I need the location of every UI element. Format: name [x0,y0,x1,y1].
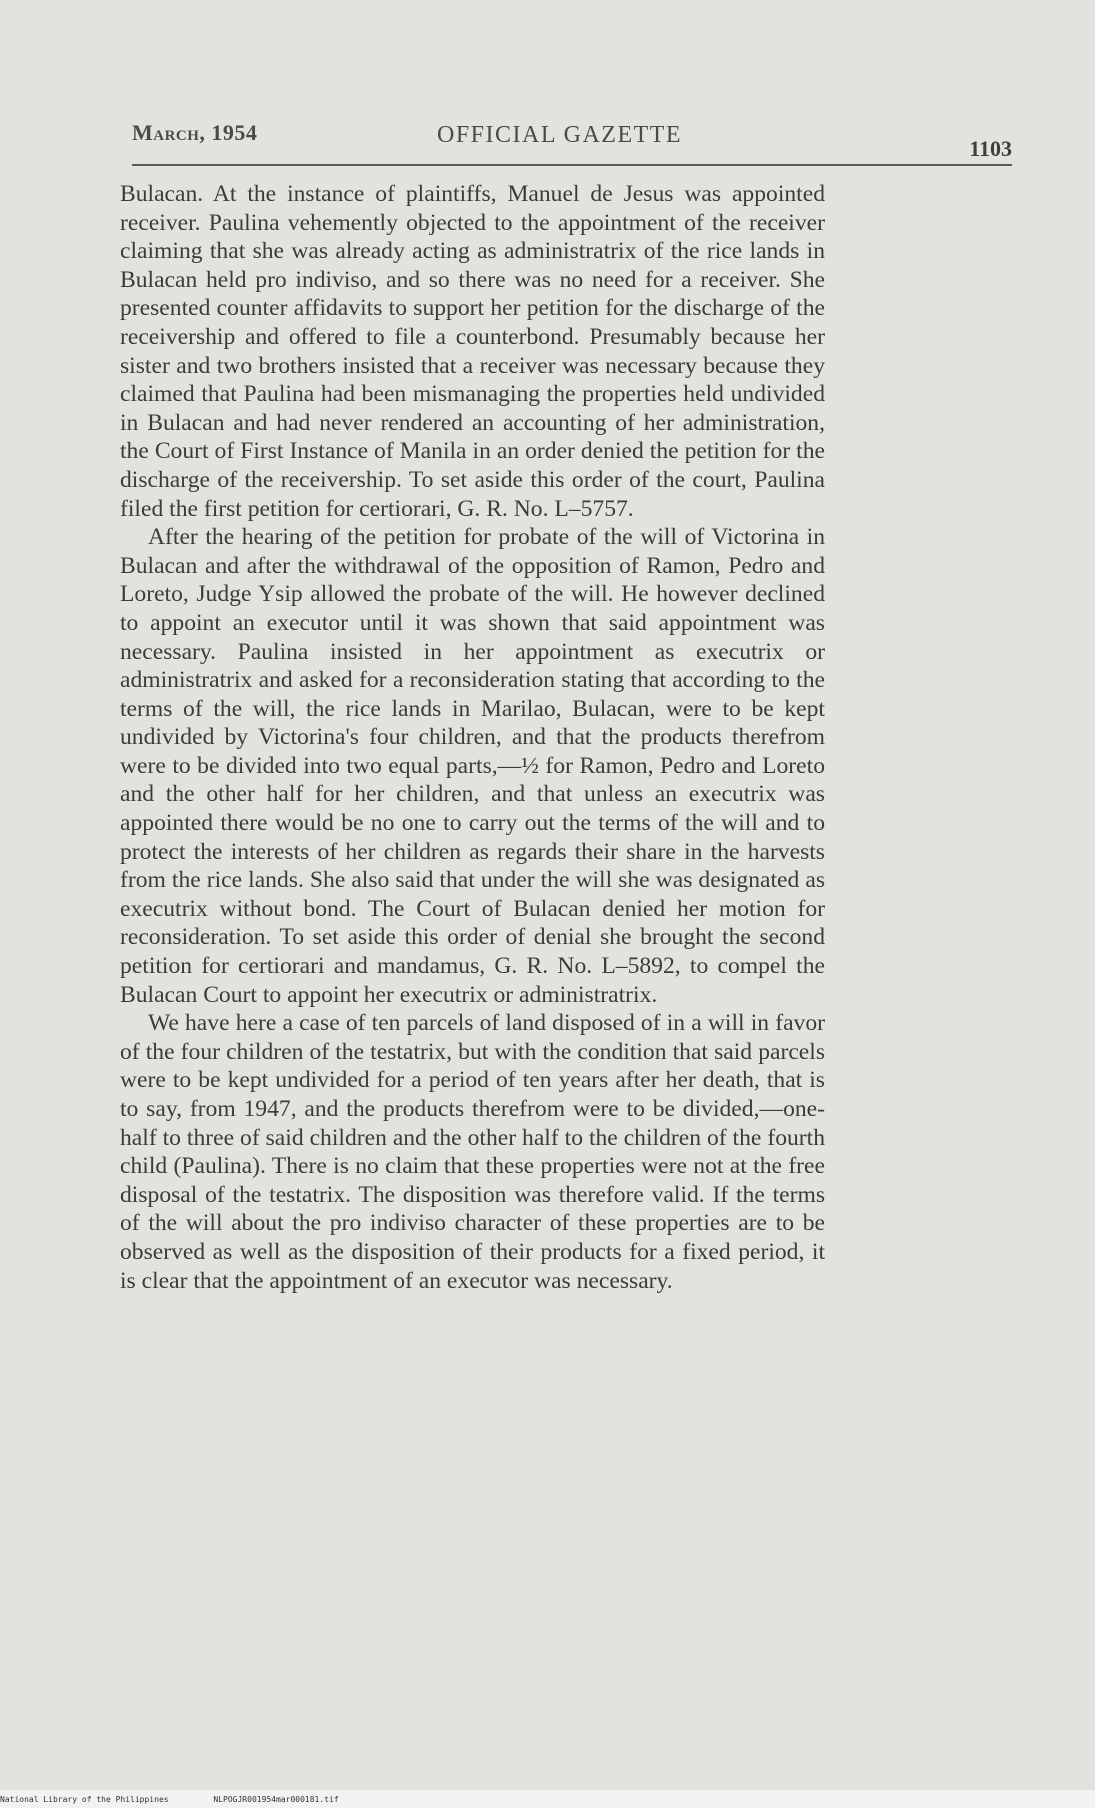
page-number: 1103 [969,136,1012,161]
paragraph-1: Bulacan. At the instance of plaintiffs, Manuel de Jesus was appointed receiver. Paulina vehemently objected to the appointment of the receiver claiming that she was already acting as administratrix of the rice lands in Bulacan held pro indiviso, and so there was no need for a receiver. She presented counter affidavits to support her petition for the discharge of the receivership and offered to file a counterbond. Presumably because her sister and two brothers insisted that a receiver was necessary because they claimed that Paulina had been mismanaging the properties held undivided in Bulacan and had never rendered an accounting of her administration, the Court of First Instance of Manila in an order denied the petition for the discharge of the receivership. To set aside this order of the court, Paulina filed the first petition for certiorari, G. R. No. L–5757. [120,181,825,522]
page-header [132,116,1012,176]
issue-date: March, 1954 [132,120,258,145]
publication-title: OFFICIAL GAZETTE [437,122,683,148]
header-rule [132,164,1012,166]
paragraph-3: We have here a case of ten parcels of land disposed of in a will in favor of the four children of the testatrix, but with the condition that said parcels were to be kept undivided for a period of ten years after her death, that is to say, from 1947, and the products therefrom were to be divided,—one-half to three of said children and the other half to the children of the fourth child (Paulina). There is no claim that these properties were not at the free disposal of the testatrix. The disposition was therefore valid. If the terms of the will about the pro indiviso character of these properties are to be observed as well as the disposition of their products for a fixed period, it is clear that the appointment of an executor was necessary. [120,1010,825,1294]
scan-footer [0,1795,1095,1804]
scan-filename: NLPOGJR001954mar000181.tif [213,1795,339,1804]
paragraph-2: After the hearing of the petition for probate of the will of Victorina in Bulacan and after the withdrawal of the opposition of Ramon, Pedro and Loreto, Judge Ysip allowed the probate of the will. He however declined to appoint an executor until it was shown that said appointment was necessary. Paulina insisted in her appointment as executrix or administratrix and asked for a reconsideration stating that according to the terms of the will, the rice lands in Marilao, Bulacan, were to be kept undivided by Victorina's four children, and that the products therefrom were to be divided into two equal parts,—½ for Ramon, Pedro and Loreto and the other half for her children, and that unless an executrix was appointed there would be no one to carry out the terms of the will and to protect the interests of her children as regards their share in the harvests from the rice lands. She also said that under the will she was designated as executrix without bond. The Court of Bulacan denied her motion for reconsideration. To set aside this order of denial she brought the second petition for certiorari and mandamus, G. R. No. L–5892, to compel the Bulacan Court to appoint her executrix or administratrix. [120,524,825,1008]
body-text [120,180,825,1295]
library-credit: National Library of the Philippines [0,1795,169,1804]
